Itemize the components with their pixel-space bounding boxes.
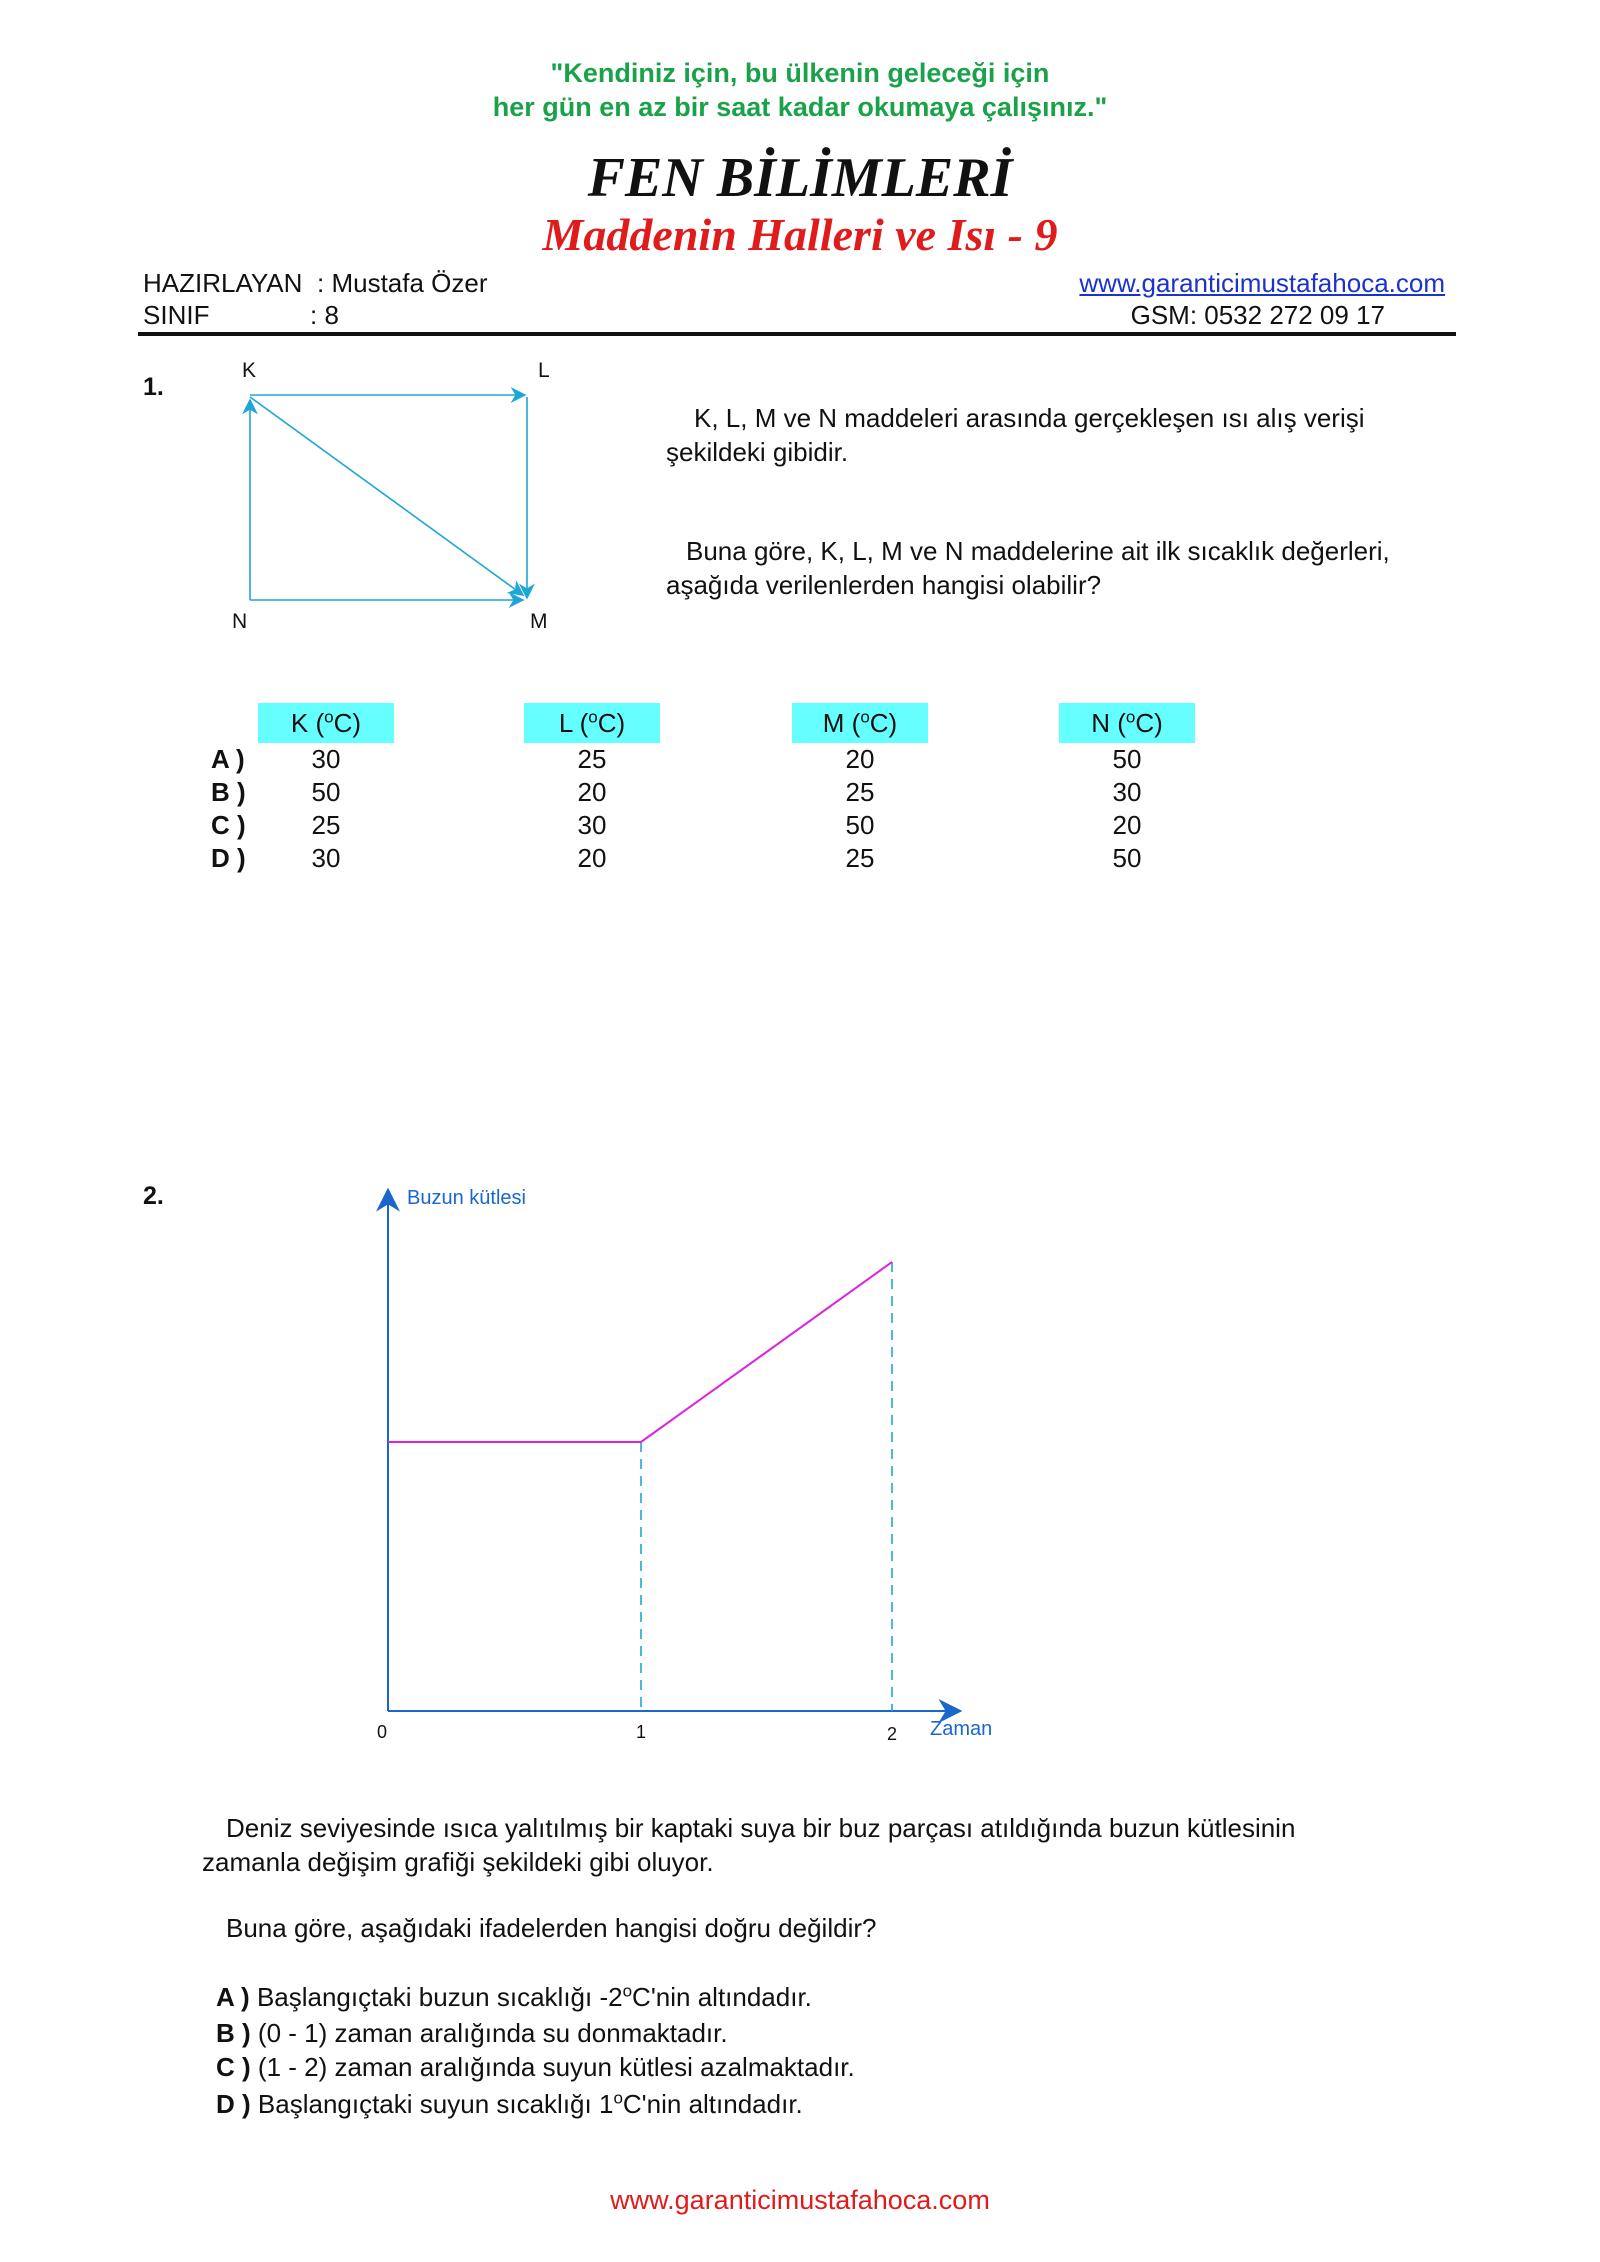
graph-tick-0: 0	[377, 1722, 388, 1742]
footer-website[interactable]: www.garanticimustafahoca.com	[610, 2185, 990, 2215]
class-value: : 8	[310, 300, 339, 330]
table-cell: 50	[1112, 843, 1142, 873]
class-label: SINIF	[143, 300, 210, 330]
table-cell: 20	[1112, 810, 1142, 840]
table-cell: 30	[1112, 777, 1142, 807]
table-cell: 30	[577, 810, 607, 840]
table-header-n: N ($^o$C)	[1059, 703, 1195, 743]
ice-mass-graph	[360, 1170, 1020, 1750]
table-cell: 30	[311, 843, 341, 873]
page-subtitle: Maddenin Halleri ve Isı - 9	[542, 209, 1058, 260]
option-label-c[interactable]: C )	[211, 810, 246, 840]
option-label-a[interactable]: A )	[211, 744, 245, 774]
diagram-label-k: K	[242, 359, 257, 382]
graph-tick-2: 2	[887, 1724, 898, 1744]
table-cell: 20	[577, 777, 607, 807]
page-title: FEN BİLİMLERİ	[587, 147, 1013, 209]
table-cell: 25	[845, 777, 875, 807]
option-c[interactable]: C ) (1 - 2) zaman aralığında suyun kütlesi azalmaktadır.	[216, 2052, 855, 2082]
diagram-label-l: L	[538, 359, 550, 382]
table-cell: 20	[845, 744, 875, 774]
table-cell: 50	[311, 777, 341, 807]
author-value: : Mustafa Özer	[317, 268, 488, 298]
arrow-k-to-m	[250, 397, 523, 595]
graph-tick-1: 1	[636, 1722, 647, 1742]
table-cell: 25	[577, 744, 607, 774]
motto-line-2: her gün en az bir saat kadar okumaya çalışınız."	[492, 92, 1108, 122]
table-cell: 50	[1112, 744, 1142, 774]
diagram-label-n: N	[232, 610, 248, 633]
option-a[interactable]: A ) Başlangıçtaki buzun sıcaklığı -2$^o$C'nin altındadır.	[216, 1981, 812, 2012]
option-label-b[interactable]: B )	[211, 777, 246, 807]
question-1-text-1: K, L, M ve N maddeleri arasında gerçekleşen ısı alış verişi şekildeki gibidir.	[666, 403, 1365, 467]
motto-line-1: "Kendiniz için, bu ülkenin geleceği için	[550, 58, 1050, 88]
question-2-number: 2.	[143, 1182, 164, 1210]
question-2-text-1: Deniz seviyesinde ısıca yalıtılmış bir kaptaki suya bir buz parçası atıldığında buzun kütlesinin zamanla değişim grafiği şekildeki gibi oluyor.	[202, 1813, 1296, 1877]
header-website-link[interactable]: www.garanticimustafahoca.com	[1079, 268, 1445, 298]
table-cell: 20	[577, 843, 607, 873]
question-2-text-2: Buna göre, aşağıdaki ifadelerden hangisi doğru değildir?	[226, 1913, 877, 1943]
table-cell: 25	[311, 810, 341, 840]
table-header-k: K ($^o$C)	[258, 703, 394, 743]
table-cell: 50	[845, 810, 875, 840]
question-1-number: 1.	[143, 373, 164, 401]
graph-y-label: Buzun kütlesi	[407, 1187, 526, 1209]
diagram-label-m: M	[530, 610, 548, 633]
gsm-number: GSM: 0532 272 09 17	[1130, 300, 1385, 330]
header-divider	[138, 332, 1456, 336]
heat-exchange-diagram	[220, 355, 580, 635]
ice-mass-line	[388, 1262, 892, 1442]
table-header-m: M ($^o$C)	[792, 703, 928, 743]
option-d[interactable]: D ) Başlangıçtaki suyun sıcaklığı 1$^o$C'nin altındadır.	[216, 2088, 803, 2119]
table-header-l: L ($^o$C)	[524, 703, 660, 743]
table-cell: 25	[845, 843, 875, 873]
question-1-text-2: Buna göre, K, L, M ve N maddelerine ait ilk sıcaklık değerleri, aşağıda verilenlerden hangisi olabilir?	[666, 536, 1390, 600]
option-b[interactable]: B ) (0 - 1) zaman aralığında su donmaktadır.	[216, 2018, 728, 2048]
option-label-d[interactable]: D )	[211, 843, 246, 873]
table-cell: 30	[311, 744, 341, 774]
author-label: HAZIRLAYAN	[143, 268, 303, 298]
graph-x-label: Zaman	[930, 1718, 993, 1740]
